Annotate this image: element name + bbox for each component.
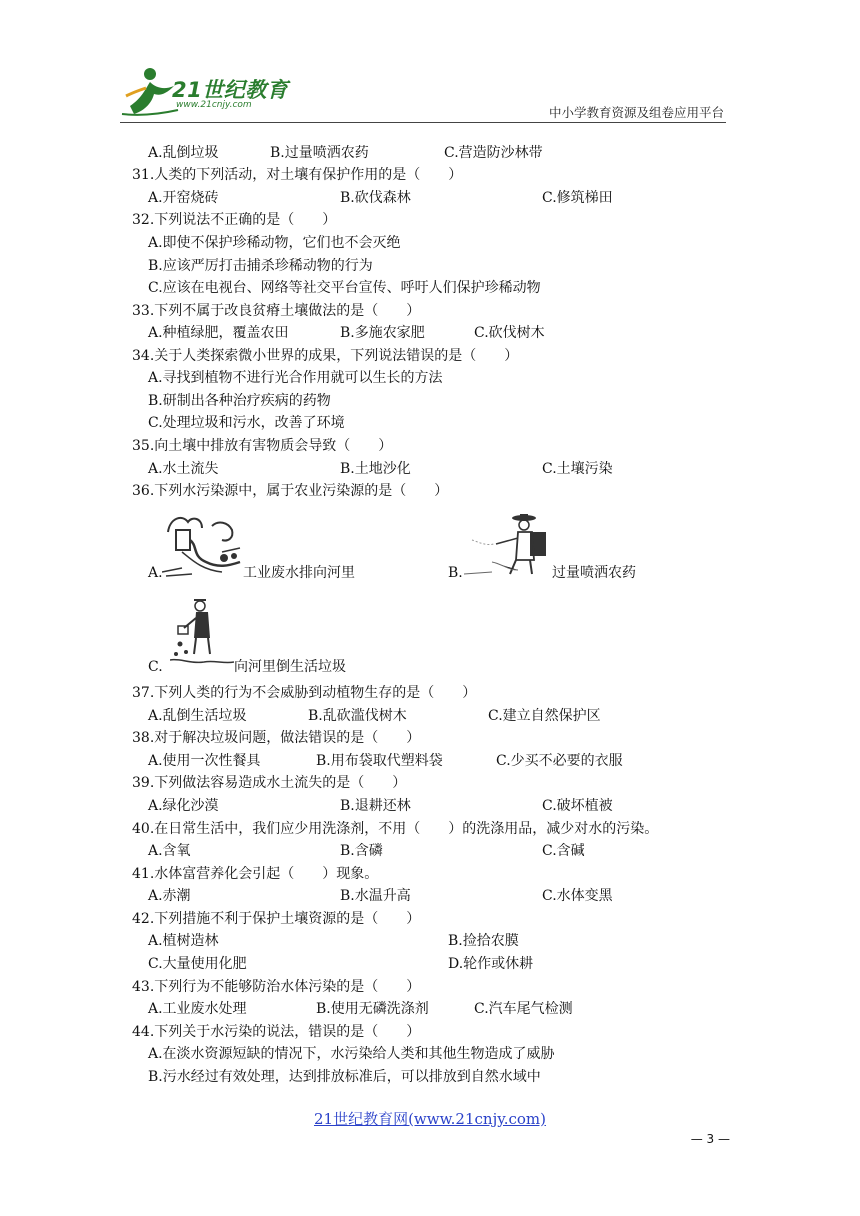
answer-option: C.含碱 [542, 843, 585, 859]
logo-text: 21世纪教育 [172, 78, 289, 102]
answer-option: B. [448, 565, 463, 581]
answer-option: 过量喷洒农药 [552, 565, 636, 581]
question-stem: 42.下列措施不利于保护土壤资源的是（ ） [132, 911, 421, 927]
runner-logo-icon [120, 66, 180, 118]
answer-option: A.寻找到植物不进行光合作用就可以生长的方法 [148, 370, 443, 386]
answer-option: A.工业废水处理 [148, 1001, 247, 1017]
answer-option: C.土壤污染 [542, 461, 613, 477]
answer-option: A.植树造林 [148, 933, 219, 949]
logo-url: www.21cnjy.com [176, 100, 252, 110]
dumping-garbage-image [170, 598, 234, 668]
answer-option: B.污水经过有效处理，达到排放标准后，可以排放到自然水域中 [148, 1069, 541, 1085]
answer-option: B.水温升高 [340, 888, 411, 904]
answer-option: A.绿化沙漠 [148, 798, 219, 814]
answer-option: B.使用无磷洗涤剂 [316, 1001, 429, 1017]
question-stem: 35.向土壤中排放有害物质会导致（ ） [132, 438, 393, 454]
answer-option: B.过量喷洒农药 [270, 145, 369, 161]
answer-option: A.即使不保护珍稀动物，它们也不会灭绝 [148, 235, 401, 251]
answer-option: C. [148, 659, 163, 675]
answer-option: A.在淡水资源短缺的情况下，水污染给人类和其他生物造成了威胁 [148, 1046, 555, 1062]
answer-option: B.砍伐森林 [340, 190, 411, 206]
page-header [120, 66, 726, 122]
answer-option: C.砍伐树木 [474, 325, 545, 341]
answer-option: B.含磷 [340, 843, 383, 859]
question-stem: 40.在日常生活中，我们应少用洗涤剂，不用（ ）的洗涤用品，减少对水的污染。 [132, 821, 659, 837]
question-stem: 41.水体富营养化会引起（ ）现象。 [132, 866, 379, 882]
question-stem: 43.下列行为不能够防治水体污染的是（ ） [132, 979, 421, 995]
page-number: — 3 — [690, 1132, 730, 1146]
answer-option: 向河里倒生活垃圾 [234, 659, 346, 675]
footer-link[interactable]: 21世纪教育网(www.21cnjy.com) [313, 1110, 546, 1128]
answer-option: A.水土流失 [148, 461, 219, 477]
answer-option: C.破坏植被 [542, 798, 613, 814]
question-stem: 38.对于解决垃圾问题，做法错误的是（ ） [132, 730, 421, 746]
question-stem: 34.关于人类探索微小世界的成果，下列说法错误的是（ ） [132, 348, 519, 364]
answer-option: C.建立自然保护区 [488, 708, 601, 724]
answer-option: B.多施农家肥 [340, 325, 425, 341]
answer-option: B.应该严厉打击捕杀珍稀动物的行为 [148, 258, 373, 274]
question-stem: 37.下列人类的行为不会威胁到动植物生存的是（ ） [132, 685, 477, 701]
answer-option: B.土地沙化 [340, 461, 411, 477]
answer-option: B.退耕还林 [340, 798, 411, 814]
header-divider [120, 122, 726, 123]
answer-option: D.轮作或休耕 [448, 956, 534, 972]
answer-option: C.大量使用化肥 [148, 956, 247, 972]
answer-option: C.少买不必要的衣服 [496, 753, 623, 769]
answer-option: A.含氧 [148, 843, 191, 859]
answer-option: A.使用一次性餐具 [148, 753, 261, 769]
answer-option: C.汽车尾气检测 [474, 1001, 573, 1017]
answer-option: C.处理垃圾和污水，改善了环境 [148, 415, 345, 431]
answer-option: A.开窑烧砖 [148, 190, 219, 206]
answer-option: B.用布袋取代塑料袋 [316, 753, 443, 769]
industrial-wastewater-image [162, 512, 242, 578]
answer-option: C.修筑梯田 [542, 190, 613, 206]
answer-option: A.赤潮 [148, 888, 191, 904]
question-stem: 32.下列说法不正确的是（ ） [132, 212, 337, 228]
answer-option: B.捡拾农膜 [448, 933, 519, 949]
question-stem: 31.人类的下列活动，对土壤有保护作用的是（ ） [132, 167, 463, 183]
question-stem: 39.下列做法容易造成水土流失的是（ ） [132, 775, 407, 791]
question-stem: 44.下列关于水污染的说法，错误的是（ ） [132, 1024, 421, 1040]
answer-option: C.营造防沙林带 [444, 145, 543, 161]
answer-option: A.乱倒垃圾 [148, 145, 219, 161]
answer-option: 工业废水排向河里 [243, 565, 355, 581]
answer-option: C.应该在电视台、网络等社交平台宣传、呼吁人们保护珍稀动物 [148, 280, 541, 296]
answer-option: B.乱砍滥伐树木 [308, 708, 407, 724]
answer-option: B.研制出各种治疗疾病的药物 [148, 393, 331, 409]
answer-option: C.水体变黑 [542, 888, 613, 904]
question-stem: 36.下列水污染源中，属于农业污染源的是（ ） [132, 483, 449, 499]
answer-option: A.种植绿肥，覆盖农田 [148, 325, 289, 341]
answer-option: A. [148, 565, 163, 581]
spraying-pesticide-image [462, 512, 552, 578]
logo [120, 66, 300, 118]
answer-option: A.乱倒生活垃圾 [148, 708, 247, 724]
platform-name: 中小学教育资源及组卷应用平台 [548, 105, 724, 120]
question-stem: 33.下列不属于改良贫瘠土壤做法的是（ ） [132, 303, 421, 319]
